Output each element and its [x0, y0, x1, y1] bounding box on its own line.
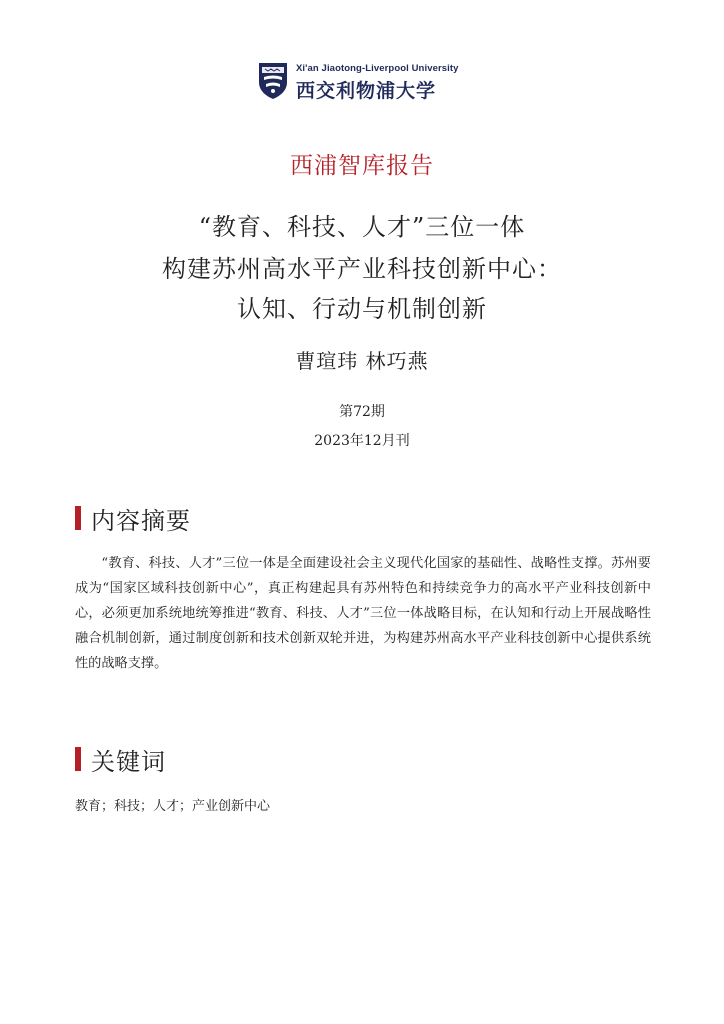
university-shield-icon — [258, 62, 288, 100]
report-series: 西浦智库报告 — [290, 153, 434, 179]
abstract-text: “教育、科技、人才”三位一体是全面建设社会主义现代化国家的基础性、战略性支撑。苏州要成为“国家区域科技创新中心”，真正构建起具有苏州特色和持续竞争力的高水平产业科技创新中心，必须更加系统地统筹推进“教育、科技、人才”三位一体战略目标，在认知和行动上开展战略性融合机制创新，通过制度创新和技术创新双轮并进，为构建苏州高水平产业科技创新中心提供系统性的战略支撑。 — [75, 556, 651, 671]
report-date: 2023年12月刊 — [314, 433, 410, 449]
section-marker — [75, 506, 81, 530]
keywords-list: 教育；科技；人才；产业创新中心 — [75, 799, 271, 814]
university-name-en: Xi'an Jiaotong-Liverpool University — [296, 63, 459, 74]
report-authors: 曹瑄玮 林巧燕 — [295, 349, 429, 373]
university-logo — [258, 62, 478, 102]
report-title-line-3: 认知、行动与机制创新 — [237, 295, 487, 323]
report-title-line-2: 构建苏州高水平产业科技创新中心： — [162, 255, 562, 283]
keywords-heading-label: 关键词 — [91, 748, 166, 776]
abstract-heading — [75, 503, 275, 535]
abstract-heading-label: 内容摘要 — [91, 507, 191, 535]
section-marker — [75, 747, 81, 771]
abstract-body — [75, 551, 651, 676]
keywords-heading — [75, 744, 275, 776]
report-issue: 第72期 — [339, 404, 385, 420]
university-name-cn: 西交利物浦大学 — [296, 80, 437, 102]
report-title-line-1: “教育、科技、人才”三位一体 — [198, 213, 526, 241]
